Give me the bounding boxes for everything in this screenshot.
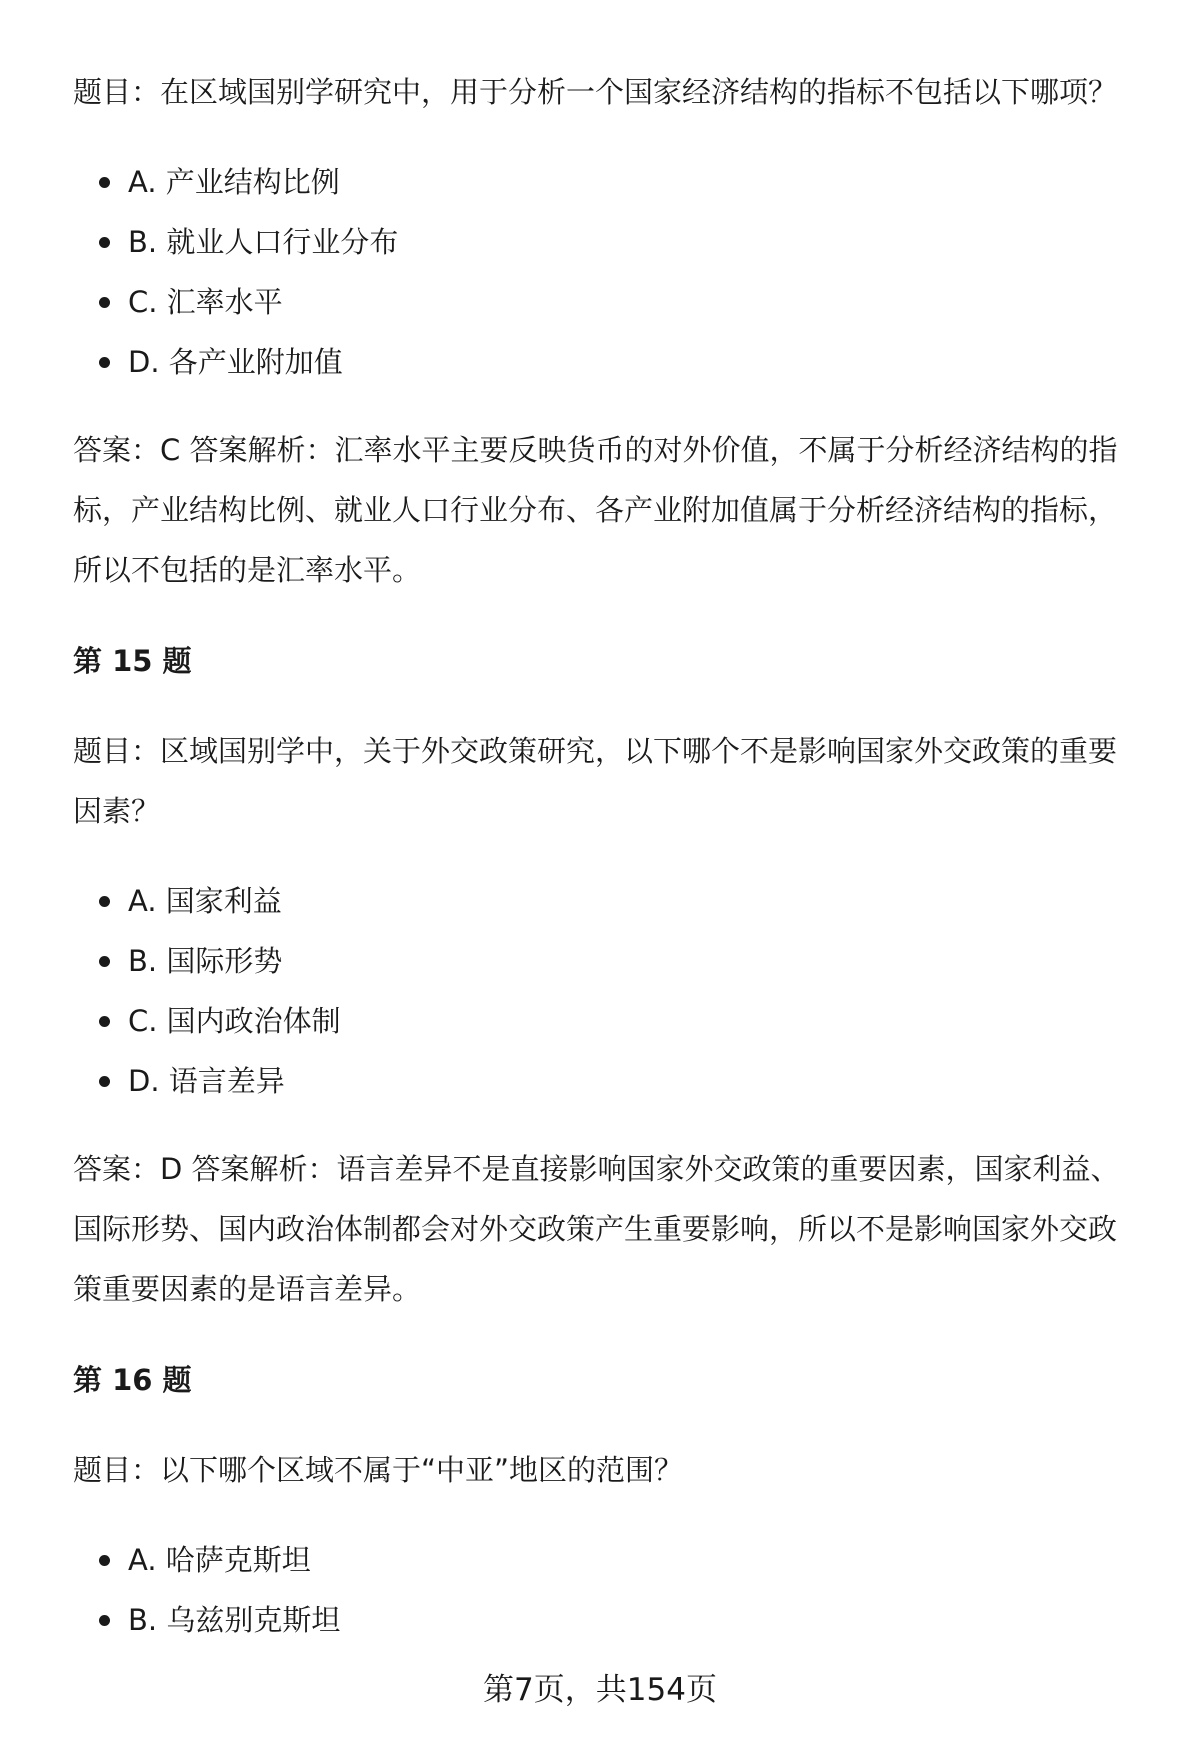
option-item: B. 乌兹别克斯坦: [73, 1590, 1148, 1650]
bullet-icon: [99, 357, 110, 368]
option-item: C. 汇率水平: [73, 272, 1148, 332]
option-item: D. 语言差异: [73, 1051, 1148, 1111]
question-line: 因素？: [73, 794, 161, 828]
option-item: A. 国家利益: [73, 871, 1148, 931]
bullet-icon: [99, 1615, 110, 1626]
option-item: A. 哈萨克斯坦: [73, 1530, 1148, 1590]
answer-explanation: [73, 1139, 1148, 1319]
option-item: B. 就业人口行业分布: [73, 212, 1148, 272]
bullet-icon: [99, 956, 110, 967]
bullet-icon: [99, 177, 110, 188]
page-number-footer: 第7页，共154页: [483, 1672, 717, 1708]
answer-line: 答案：C 答案解析：汇率水平主要反映货币的对外价值，不属于分析经济结构的指: [73, 433, 1118, 467]
option-item: B. 国际形势: [73, 931, 1148, 991]
question-text: [73, 721, 1148, 841]
option-list: [73, 1530, 1148, 1650]
option-list: [73, 152, 1148, 392]
option-item: D. 各产业附加值: [73, 332, 1148, 392]
bullet-icon: [99, 297, 110, 308]
question-heading: 第 16 题: [73, 1363, 192, 1397]
answer-line: 策重要因素的是语言差异。: [73, 1272, 422, 1306]
question-heading: 第 15 题: [73, 644, 192, 678]
answer-explanation: [73, 420, 1148, 600]
document-page: [73, 62, 1148, 1650]
bullet-icon: [99, 896, 110, 907]
bullet-icon: [99, 1076, 110, 1087]
question-text: 题目：在区域国别学研究中，用于分析一个国家经济结构的指标不包括以下哪项？: [73, 75, 1118, 109]
answer-line: 国际形势、国内政治体制都会对外交政策产生重要影响，所以不是影响国家外交政: [73, 1212, 1118, 1246]
bullet-icon: [99, 1555, 110, 1566]
question-text: 题目：以下哪个区域不属于“中亚”地区的范围？: [73, 1453, 684, 1487]
bullet-icon: [99, 1016, 110, 1027]
bullet-icon: [99, 237, 110, 248]
answer-line: 标，产业结构比例、就业人口行业分布、各产业附加值属于分析经济结构的指标，: [73, 493, 1118, 527]
question-line: 题目：区域国别学中，关于外交政策研究，以下哪个不是影响国家外交政策的重要: [73, 734, 1118, 768]
answer-line: 所以不包括的是汇率水平。: [73, 553, 422, 587]
option-list: [73, 871, 1148, 1111]
option-item: C. 国内政治体制: [73, 991, 1148, 1051]
answer-line: 答案：D 答案解析：语言差异不是直接影响国家外交政策的重要因素，国家利益、: [73, 1152, 1120, 1186]
option-item: A. 产业结构比例: [73, 152, 1148, 212]
